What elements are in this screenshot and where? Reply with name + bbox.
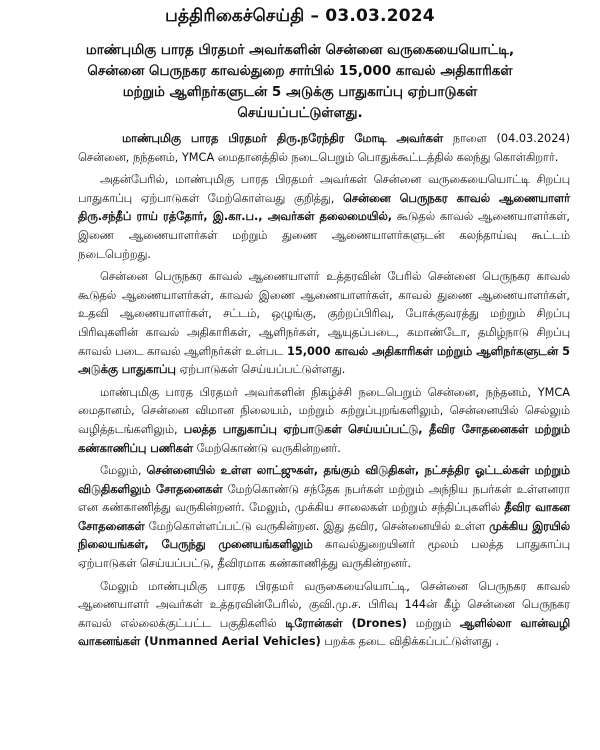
bold-text: டிரோன்கள் (Drones) (285, 616, 407, 630)
bold-text: தீவிர வாகன சோதனைகள் (78, 501, 571, 533)
paragraph-text: மேலும் மாண்புமிகு பாரத பிரதமர் வருகையையொட்டி, சென்னை பெருநகர காவல் ஆணையாளர் அவர்கள் உத்தரவின்பேரில், குவி.மு.ச. பிரிவு 144ன் கீழ் சென்னை பெருநகர காவல் எல்லைக்குட்பட்ட பகுதிகளில் (78, 579, 570, 630)
paragraph-text: மேற்கொண்டு வருகின்றனர். (192, 441, 341, 455)
paragraph-text: காவல்துறையினர் மூலம் பலத்த பாதுகாப்பு ஏற்பாடுகள் செய்யப்பட்டு, தீவிரமாக கண்காணித்து வருகின்றனர். (78, 538, 570, 571)
bold-text: ஆளில்லா வான்வழி வாகனங்கள் (Unmanned Aerial Vehicles) (78, 616, 571, 649)
body-paragraph (78, 268, 570, 380)
headline-line: மற்றும் ஆளிநர்களுடன் 5 அடுக்கு பாதுகாப்பு ஏற்பாடுகள் (122, 84, 478, 100)
paragraph-text: மேற்கொண்டு சந்தேக நபர்கள் மற்றும் அந்நிய நபர்கள் உள்ளனரா என கண்காணித்து வருகின்றனர். மேலும், முக்கிய சாலைகள் மற்றும் சந்திப்புகளில் (78, 482, 570, 515)
bold-text: சென்னையில் உள்ள லாட்ஜுகள், தங்கும் விடுதிகள், நட்சத்திர ஓட்டல்கள் மற்றும் விடுதிகளிலும் சோதனைகள் (78, 464, 570, 496)
paragraph-text: ஏற்பாடுகள் செய்யப்பட்டுள்ளது. (175, 363, 346, 377)
article-body (78, 130, 570, 656)
bold-text: சென்னை பெருநகர காவல் ஆணையாளர் திரு.சந்தீப் ராய் ரத்தோர், இ.கா.ப., அவர்கள் தலைமையில், (78, 191, 570, 224)
document-title: பத்திரிகைச்செய்தி – 03.03.2024 (165, 6, 435, 26)
bold-text: 15,000 காவல் அதிகாரிகள் மற்றும் ஆளிநர்களுடன் 5 அடுக்கு பாதுகாப்பு (78, 344, 570, 377)
headline (50, 40, 550, 124)
body-paragraph (78, 130, 570, 167)
paragraph-text: சென்னை பெருநகர காவல் ஆணையாளர் உத்தரவின் பேரில் சென்னை பெருநகர காவல் கூடுதல் ஆணையாளர்கள், காவல் இணை ஆணையாளர்கள், காவல் துணை ஆணையாளர்கள், உதவி ஆணையாளர்கள், சட்டம், ஒழுங்கு, குற்றப்பிரிவு, போக்குவரத்து மற்றும் சிறப்பு பிரிவுகளின் காவல் அதிகாரிகள், ஆளிநர்கள், ஆயுதப்படை, கமாண்டோ, தமிழ்நாடு சிறப்பு காவல் படை காவல் ஆளிநர்கள் உள்பட (78, 270, 570, 358)
paragraph-text: மேற்கொள்ளப்பட்டு வருகின்றன. இது தவிர, சென்னையில் உள்ள (144, 519, 490, 533)
bold-text: முக்கிய இரயில் நிலையங்கள், பேருந்து முனையங்களிலும் (78, 519, 570, 552)
paragraph-text: மற்றும் (406, 616, 460, 630)
bold-text: பலத்த பாதுகாப்பு ஏற்பாடுகள் செய்யப்பட்டு, தீவிர சோதனைகள் மற்றும் கண்காணிப்பு பணிகள் (78, 422, 570, 455)
headline-line: மாண்புமிகு பாரத பிரதமர் அவர்களின் சென்னை வருகையையொட்டி, (85, 42, 515, 58)
body-paragraph (78, 578, 570, 652)
bold-text: மாண்புமிகு பாரத பிரதமர் திரு.நரேந்திர மோடி அவர்கள் (122, 132, 444, 145)
body-paragraph (78, 171, 570, 264)
headline-line: செய்யப்பட்டுள்ளது. (237, 105, 363, 121)
paragraph-text: பறக்க தடை விதிக்கப்பட்டுள்ளது . (320, 635, 499, 649)
paragraph-text: நாளை (04.03.2024) சென்னை, நந்தனம், YMCA மைதானத்தில் நடைபெறும் பொதுக்கூட்டத்தில் கலந்து கொள்கிறார். (78, 132, 570, 164)
paragraph-text: மேலும், (100, 464, 147, 478)
paragraph-text: கூடுதல் காவல் ஆணையாளர்கள், இணை ஆணையாளர்கள் மற்றும் துணை ஆணையாளர்களுடன் கலந்தாய்வு கூட்டம் நடைபெற்றது. (78, 210, 570, 261)
body-paragraph (78, 384, 570, 458)
body-paragraph (78, 462, 570, 574)
paragraph-text: அதன்பேரில், மாண்புமிகு பாரத பிரதமர் அவர்கள் சென்னை வருகையையொட்டி சிறப்பு பாதுகாப்பு ஏற்பாடுகள் மேற்கொள்வது குறித்து, (78, 173, 570, 205)
paragraph-text: மாண்புமிகு பாரத பிரதமர் அவர்களின் நிகழ்ச்சி நடைபெறும் சென்னை, நந்தனம், YMCA மைதானம், சென்னை விமான நிலையம், மற்றும் சுற்றுப்புறங்களிலும், சென்னையில் செல்லும் வழித்தடங்களிலும், (78, 385, 570, 436)
headline-line: சென்னை பெருநகர காவல்துறை சார்பில் 15,000 காவல் அதிகாரிகள் (87, 63, 513, 79)
